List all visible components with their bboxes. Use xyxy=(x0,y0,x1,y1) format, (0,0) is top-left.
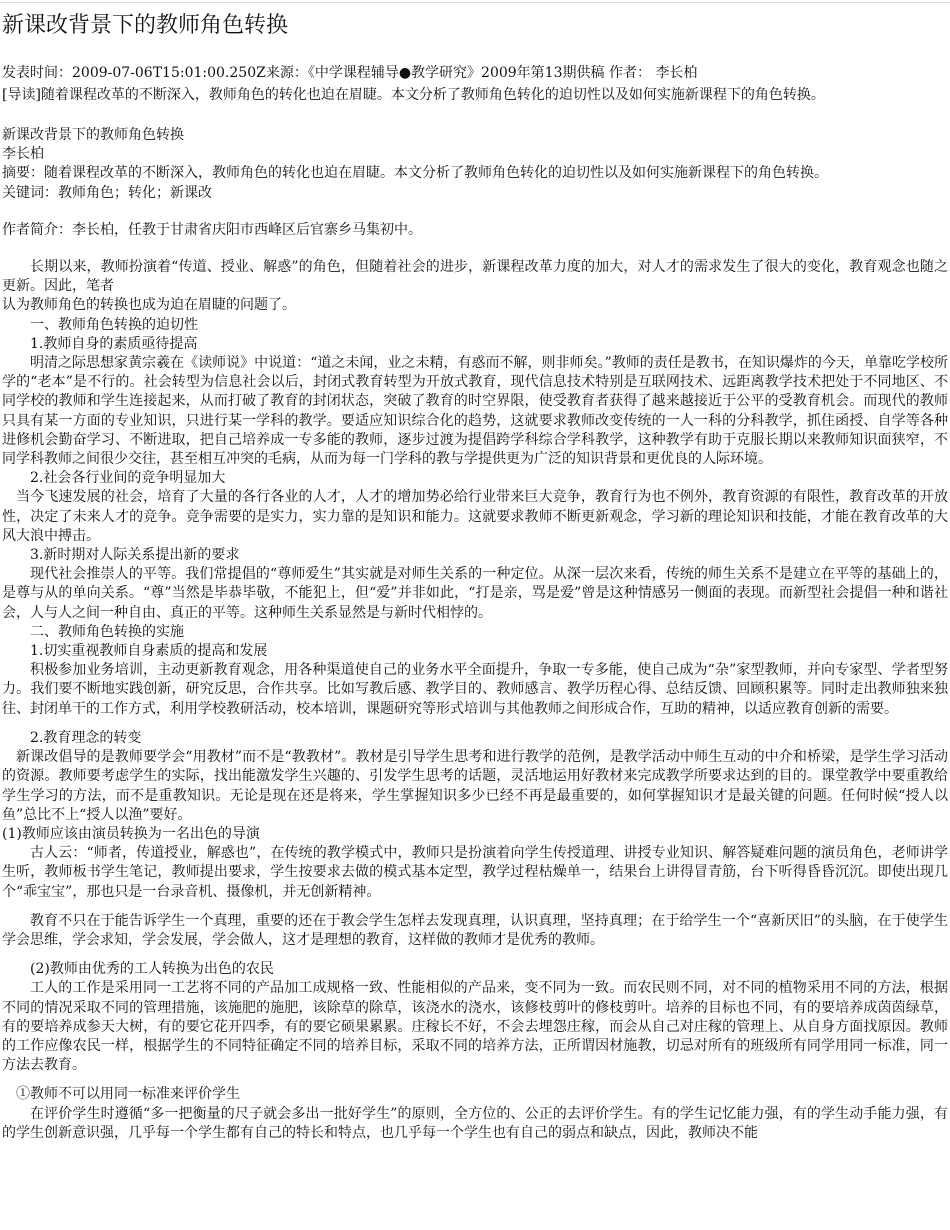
body-paragraph: 在评价学生时遵循“多一把衡量的尺子就会多出一批好学生”的原则，全方位的、公正的去评价学生。有的学生记忆能力强，有的学生动手能力强，有的学生创新意识强，几乎每一个学生都有自己的特长和特点，也几乎每一个学生也有自己的弱点和缺点，因此，教师决不能 xyxy=(2,1105,948,1141)
subsection-heading: 1.切实重视教师自身素质的提高和发展 xyxy=(30,643,268,660)
publication-meta: 发表时间：2009-07-06T15:01:00.250Z来源：《中学课程辅导●教学研究》2009年第13期供稿 作者： 李长柏 xyxy=(2,65,698,81)
article-keywords: 关键词：教师角色；转化；新课改 xyxy=(2,184,212,201)
section-heading: 二、教师角色转换的实施 xyxy=(30,623,184,640)
subsection-heading: (1)教师应该由演员转换为一名出色的导演 xyxy=(2,825,260,842)
subsection-heading: (2)教师由优秀的工人转换为出色的农民 xyxy=(30,961,274,978)
top-divider xyxy=(0,2,950,3)
body-paragraph: 古人云：“师者，传道授业，解惑也”，在传统的教学模式中，教师只是扮演着向学生传授道理、讲授专业知识、解答疑难问题的演员角色，老师讲学生听，教师板书学生笔记，教师提出要求，学生按要求去做的模式基本定型，教学过程枯燥单一，结果台上讲得冒青筋，台下听得昏昏沉沉。即使出现几个“乖宝宝”，那也只是一台录音机、摄像机，并无创新精神。 xyxy=(2,845,948,900)
lead-summary: [导读]随着课程改革的不断深入，教师角色的转化也迫在眉睫。本文分析了教师角色转化的迫切性以及如何实施新课程下的角色转换。 xyxy=(2,87,825,103)
subsection-heading: 3.新时期对人际关系提出新的要求 xyxy=(30,547,240,564)
article-author: 李长柏 xyxy=(2,146,44,163)
article-title: 新课改背景下的教师角色转换 xyxy=(2,127,184,143)
subsection-heading: ①教师不可以用同一标准来评价学生 xyxy=(16,1086,240,1103)
body-paragraph: 明清之际思想家黄宗羲在《读师说》中说道：“道之未闻，业之未精，有惑而不解，则非师矣。”教师的责任是教书，在知识爆炸的今天，单靠吃学校所学的“老本”是不行的。社会转型为信息社会以后，封闭式教育转型为开放式教育，现代信息技术特别是互联网技术、远距离教学技术把处于不同地区、不同学校的教师和学生连接起来，从而打破了教育的封闭状态，突破了教育的时空界限，使受教育者获得了越来越接近于公平的受教育机会。而现代的教师只具有某一方面的专业知识，只进行某一学科的教学。要适应知识综合化的趋势，这就要求教师改变传统的一人一科的分科教学，抓住函授、自学等各种进修机会勤奋学习、不断进取，把自己培养成一专多能的教师，逐步过渡为提倡跨学科综合学科教学，这种教学有助于克服长期以来教师知识面狭窄，不同学科教师之间很少交往，甚至相互冲突的毛病，从而为每一门学科的教与学提供更为广泛的知识背景和更优良的人际环境。 xyxy=(2,355,948,468)
body-paragraph: 现代社会推崇人的平等。我们常提倡的“尊师爱生”其实就是对师生关系的一种定位。从深一层次来看，传统的师生关系不是建立在平等的基础上的，是尊与从的单向关系。“尊”当然是毕恭毕敬，不能犯上，但“爱”并非如此，“打是亲，骂是爱”曾是这种情感另一侧面的表现。而新型社会提倡一种和谐社会，人与人之间一种自由、真正的平等。这种师生关系显然是与新时代相悖的。 xyxy=(2,566,948,621)
subsection-heading: 1.教师自身的素质亟待提高 xyxy=(30,335,198,352)
body-paragraph: 教育不只在于能告诉学生一个真理，重要的还在于教会学生怎样去发现真理，认识真理，坚持真理；在于给学生一个“喜新厌旧”的头脑，在于使学生学会思维，学会求知，学会发展，学会做人，这才是理想的教育，这样做的教师才是优秀的教师。 xyxy=(2,912,948,948)
section-heading: 一、教师角色转换的迫切性 xyxy=(30,316,198,333)
body-paragraph: 当今飞速发展的社会，培育了大量的各行各业的人才，人才的增加势必给行业带来巨大竞争，教育行为也不例外，教育资源的有限性，教育改革的开放性，决定了未来人才的竞争。竞争需要的是实力，实力靠的是知识和能力。这就要求教师不断更新观念，学习新的理论知识和技能，才能在教育改革的大风大浪中搏击。 xyxy=(2,489,948,544)
intro-paragraph-continued: 认为教师角色的转换也成为迫在眉睫的问题了。 xyxy=(2,297,296,314)
subsection-heading: 2.教育理念的转变 xyxy=(30,729,142,746)
body-paragraph: 积极参加业务培训，主动更新教育观念，用各种渠道使自己的业务水平全面提升，争取一专多能，使自己成为“杂”家型教师，并向专家型、学者型努力。我们要不断地实践创新，研究反思，合作共享。比如写教后感、教学目的、教师感言、教学历程心得、总结反馈、回顾积累等。同时走出教师独来独往、封闭单干的工作方式，利用学校教研活动，校本培训，课题研究等形式培训与其他教师之间形成合作，互助的精神，以适应教育创新的需要。 xyxy=(2,662,948,717)
body-paragraph: 新课改倡导的是教师要学会“用教材”而不是“教教材”。教材是引导学生思考和进行教学的范例，是教学活动中师生互动的中介和桥梁，是学生学习活动的资源。教师要考虑学生的实际，找出能激发学生兴趣的、引发学生思考的话题，灵活地运用好教材来完成教学所要求达到的目的。课堂教学中要重教给学生学习的方法，而不是重教知识。无论是现在还是将来，学生掌握知识多少已经不再是最重要的，如何掌握知识才是最关键的问题。任何时候“授人以鱼”总比不上“授人以渔”要好。 xyxy=(2,749,948,823)
author-intro: 作者简介：李长柏，任教于甘肃省庆阳市西峰区后官寨乡马集初中。 xyxy=(2,221,422,238)
body-paragraph: 工人的工作是采用同一工艺将不同的产品加工成规格一致、性能相似的产品来，变不同为一致。而农民则不同，对不同的植物采用不同的方法，根据不同的情况采取不同的管理措施，该施肥的施肥，该除草的除草，该浇水的浇水，该修枝剪叶的修枝剪叶。培养的目标也不同，有的要培养成茵茵绿草，有的要培养成参天大树，有的要它花开四季，有的要它硕果累累。庄稼长不好，不会去埋怨庄稼，而会从自己对庄稼的管理上、从自身方面找原因。教师的工作应像农民一样，根据学生的不同特征确定不同的培养目标，采取不同的培养方法，正所谓因材施教，切忌对所有的班级所有同学用同一标准，同一方法去教育。 xyxy=(2,980,948,1074)
subsection-heading: 2.社会各行业间的竞争明显加大 xyxy=(30,470,226,487)
page-title: 新课改背景下的教师角色转换 xyxy=(2,13,289,38)
intro-paragraph: 长期以来，教师扮演着“传道、授业、解惑”的角色，但随着社会的进步，新课程改革力度的加大，对人才的需求发生了很大的变化，教育观念也随之更新。因此，笔者 xyxy=(2,259,948,295)
article-abstract: 摘要：随着课程改革的不断深入，教师角色的转化也迫在眉睫。本文分析了教师角色转化的迫切性以及如何实施新课程下的角色转换。 xyxy=(2,165,828,182)
